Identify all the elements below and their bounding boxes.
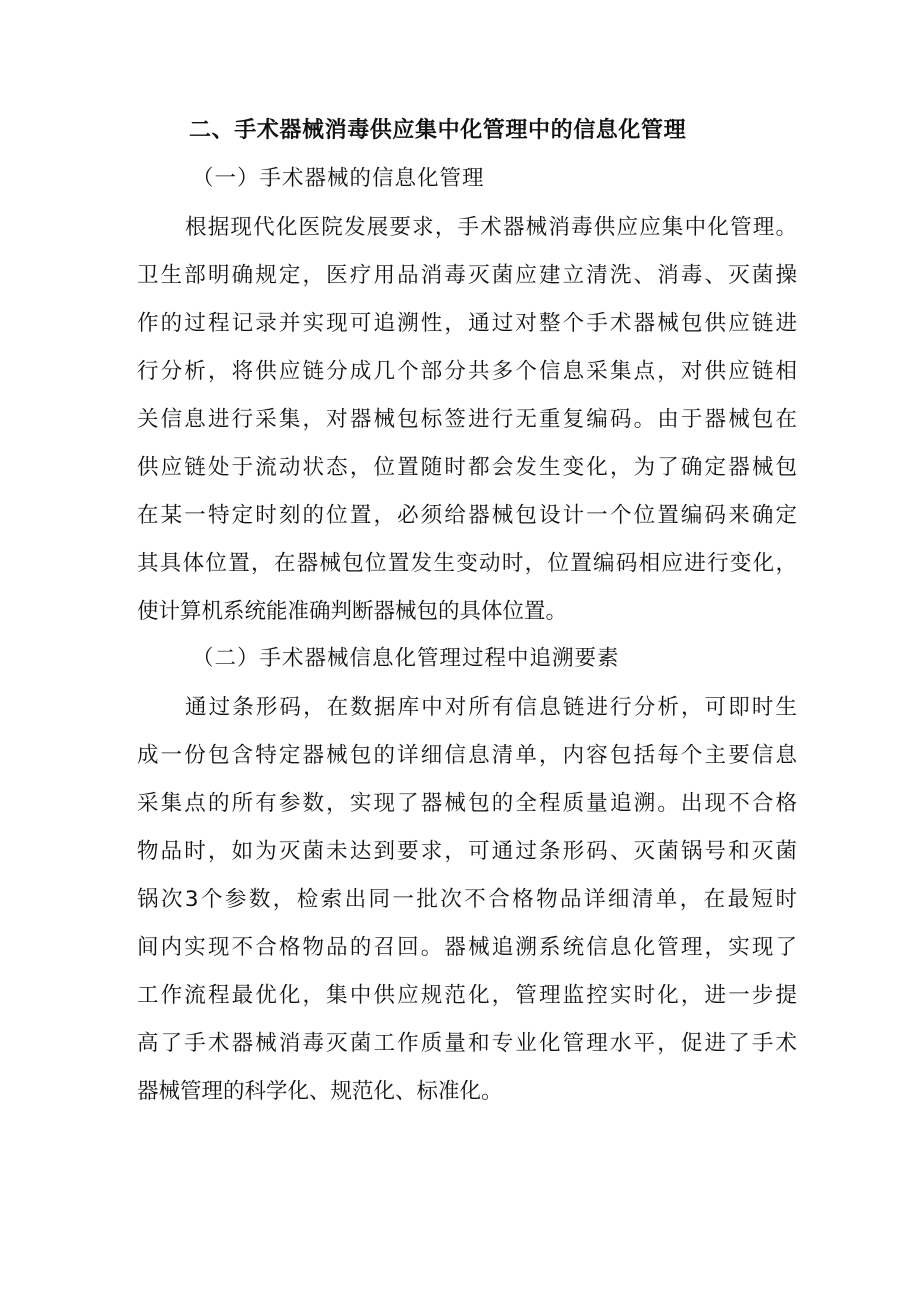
paragraph-line: 采集点的所有参数，实现了器械包的全程质量追溯。出现不合格 <box>137 791 797 816</box>
paragraph-line: 关信息进行采集，对器械包标签进行无重复编码。由于器械包在 <box>137 407 797 432</box>
paragraph-line: 行分析，将供应链分成几个部分共多个信息采集点，对供应链相 <box>137 359 797 384</box>
paragraph-line: 高了手术器械消毒灭菌工作质量和专业化管理水平，促进了手术 <box>137 1031 797 1056</box>
paragraph-line: 通过条形码，在数据库中对所有信息链进行分析，可即时生 <box>185 695 797 720</box>
paragraph-line: 供应链处于流动状态，位置随时都会发生变化，为了确定器械包 <box>137 455 797 480</box>
paragraph-line: 作的过程记录并实现可追溯性，通过对整个手术器械包供应链进 <box>137 311 797 336</box>
paragraph-line: 使计算机系统能准确判断器械包的具体位置。 <box>137 599 568 624</box>
paragraph-line: 成一份包含特定器械包的详细信息清单，内容包括每个主要信息 <box>137 743 797 768</box>
paragraph-line: 器械管理的科学化、规范化、标准化。 <box>137 1079 503 1104</box>
paragraph-line: 间内实现不合格物品的召回。器械追溯系统信息化管理，实现了 <box>137 935 797 960</box>
paragraph-line: 工作流程最优化，集中供应规范化，管理监控实时化，进一步提 <box>137 983 797 1008</box>
paragraph-line: 锅次3个参数，检索出同一批次不合格物品详细清单，在最短时 <box>137 887 797 912</box>
paragraph-line: 其具体位置，在器械包位置发生变动时，位置编码相应进行变化， <box>137 551 797 576</box>
section-title: 二、手术器械消毒供应集中化管理中的信息化管理 <box>189 118 687 143</box>
paragraph-line: 卫生部明确规定，医疗用品消毒灭菌应建立清洗、消毒、灭菌操 <box>137 263 797 288</box>
subsection-2-title: （二）手术器械信息化管理过程中追溯要素 <box>192 646 620 671</box>
paragraph-line: 在某一特定时刻的位置，必须给器械包设计一个位置编码来确定 <box>137 503 797 528</box>
paragraph-line: 物品时，如为灭菌未达到要求，可通过条形码、灭菌锅号和灭菌 <box>137 839 797 864</box>
subsection-1-title: （一）手术器械的信息化管理 <box>192 166 485 191</box>
paragraph-line: 根据现代化医院发展要求，手术器械消毒供应应集中化管理。 <box>185 215 797 240</box>
